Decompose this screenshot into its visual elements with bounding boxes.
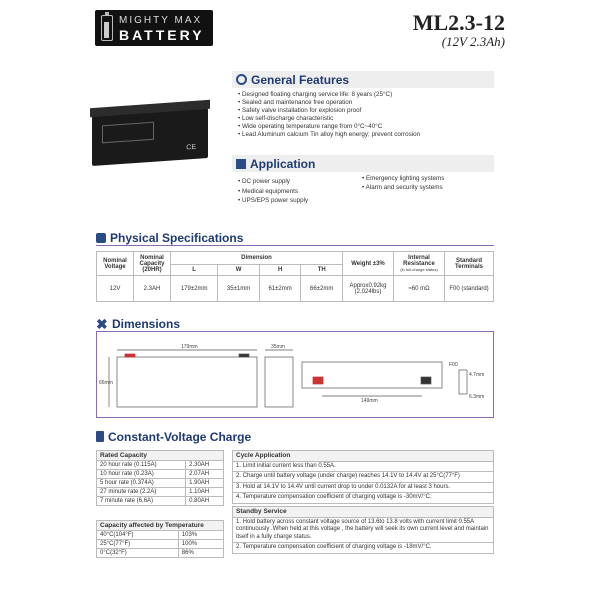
table-row: 27 minute rate (2.2A) 1.10AH [97, 488, 224, 497]
rated-capacity-table [96, 450, 224, 506]
header-dimension: Dimension [171, 252, 343, 265]
list-item: • Safety valve installation for explosion proof [238, 107, 498, 115]
battery-logo-icon [101, 15, 113, 41]
model-subtitle: (12V 2.3Ah) [441, 34, 505, 49]
height-66: 66mm [99, 380, 113, 386]
header-internal-resistance: Internal Resistance (in full-charge status) [394, 252, 445, 276]
list-item: • DC power supply [238, 177, 358, 187]
application-list-left [238, 177, 358, 206]
general-features-title: General Features [236, 73, 349, 87]
application-list-right [362, 174, 497, 192]
table-row: 20 hour rate (0.115A) 2.30AH [97, 461, 224, 470]
temperature-title: Capacity affected by Temperature [97, 521, 224, 531]
list-item: • Lead Aluminum calcium Tin alloy high energy; prevent corrosion [238, 131, 498, 139]
table-row: 12V 2.3AH 179±2mm 35±1mm 61±2mm 66±2mm Approx0.92kg (2.024lbs) ≈60 mΩ F00 (standard) [97, 276, 494, 302]
cycle-application-table [232, 450, 494, 504]
header-nominal-voltage: Nominal Voltage [97, 252, 134, 276]
header-th: TH [301, 265, 343, 276]
dimensions-panel [96, 331, 494, 418]
table-row: 3. Hold at 14.1V to 14.4V until current drop to under 0.0132A for at least 3 hours. [233, 482, 494, 493]
header-l: L [171, 265, 218, 276]
table-row: 25°C(77°F) 100% [97, 540, 224, 549]
list-item: • UPS/EPS power supply [238, 196, 358, 206]
model-title: ML2.3-12 [412, 10, 505, 35]
length-35: 35mm [271, 344, 285, 350]
terminal-dim-1: 4.7mm [469, 372, 485, 378]
table-row: 40°C(104°F) 103% [97, 531, 224, 540]
table-row: 0°C(32°F) 86% [97, 549, 224, 558]
header-w: W [218, 265, 260, 276]
battery-icon [96, 431, 104, 442]
list-item: • Sealed and maintenance free operation [238, 99, 498, 107]
list-item: • Wide operating temperature range from 0°C~40°C [238, 123, 498, 131]
standby-service-table [232, 506, 494, 554]
header-nominal-capacity: Nominal Capacity (20HR) [134, 252, 171, 276]
standby-title: Standby Service [233, 507, 494, 518]
table-row: 2. Charge until battery voltage (under charge) reaches 14.1V to 14.4V at 25°C(77°F) [233, 472, 494, 483]
brand-logo [95, 10, 213, 46]
rated-capacity-title: Rated Capacity [97, 451, 224, 461]
header-terminals: Standard Terminals [445, 252, 494, 276]
general-features-list [238, 91, 498, 140]
list-item: • Low self-discharge characteristic [238, 115, 498, 123]
battery-photo [92, 108, 208, 166]
dimensions-title: ✖ Dimensions [96, 316, 181, 332]
gear-icon [236, 74, 247, 85]
length-179: 179mm [181, 344, 198, 350]
list-item: • Medical equipments [238, 187, 358, 197]
battery-label-icon [102, 122, 154, 144]
table-row: 1. Limit initial current less than 0.55A. [233, 461, 494, 472]
ce-mark: CE [186, 143, 196, 152]
list-item: • Alarm and security systems [362, 183, 497, 192]
dimension-drawing [97, 332, 493, 417]
table-row: 4. Temperature compensation coefficient of charging voltage is -30mV/°C. [233, 493, 494, 504]
table-row: 7 minute rate (6.6A) 0.80AH [97, 497, 224, 506]
cross-icon: ✖ [96, 316, 108, 332]
logo-line1: MIGHTY MAX [119, 15, 203, 26]
terminal-type: F00 [449, 362, 458, 368]
table-row: 2. Temperature compensation coefficient of charging voltage is -18mV/°C. [233, 543, 494, 554]
length-149: 149mm [361, 398, 378, 404]
table-row: 10 hour rate (0.23A) 2.07AH [97, 470, 224, 479]
logo-line2: BATTERY [119, 27, 205, 43]
list-item: • Emergency lighting systems [362, 174, 497, 183]
physical-specs-table [96, 251, 494, 302]
spec-icon [96, 233, 106, 243]
cycle-title: Cycle Application [233, 451, 494, 462]
table-row: 5 hour rate (0.374A) 1.90AH [97, 479, 224, 488]
header-weight: Weight ±3% [343, 252, 394, 276]
terminal-dim-2: 6.3mm [469, 394, 485, 400]
table-row: 1. Hold battery across constant voltage source of 13.6to 13.8 volts with current limit 0.55A continuously .When held at this voltage , the battery will seek its own current level and maintain itself in a fully charge status. [233, 517, 494, 543]
application-title: Application [236, 157, 315, 171]
list-item: • Designed floating charging service life: 8 years (25°C) [238, 91, 498, 99]
grid-icon [236, 159, 246, 169]
header-h: H [259, 265, 301, 276]
physical-specs-title: Physical Specifications [96, 231, 243, 245]
cv-charge-title: Constant-Voltage Charge [96, 430, 251, 444]
temperature-capacity-table [96, 520, 224, 558]
